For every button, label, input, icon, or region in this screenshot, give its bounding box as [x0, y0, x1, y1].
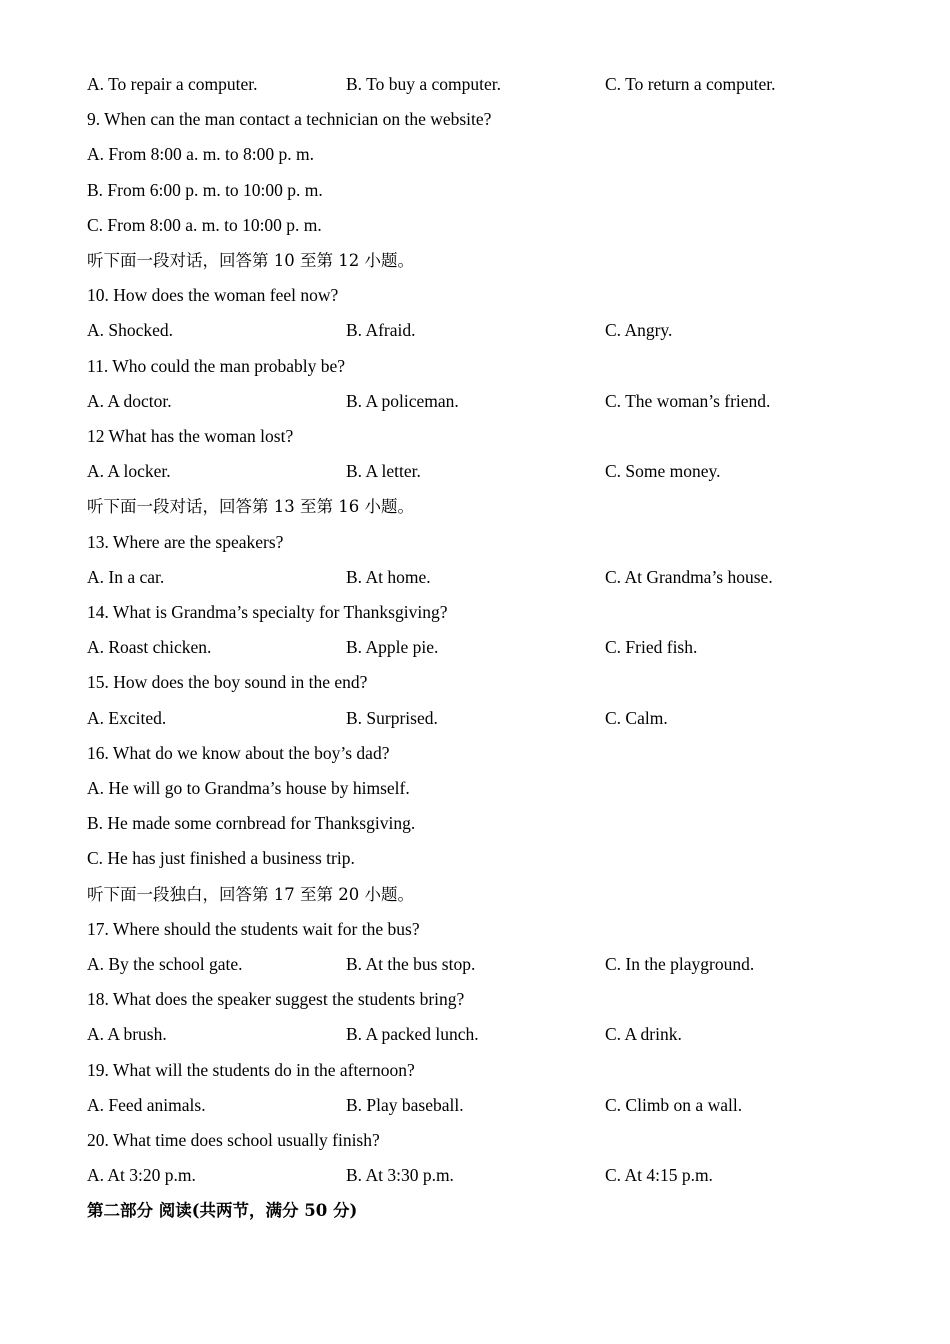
option-c: C. The woman’s friend.: [605, 390, 771, 411]
option-b: B. To buy a computer.: [346, 74, 501, 94]
question-text: 10. How does the woman feel now?: [87, 285, 339, 306]
option-a: A. By the school gate.: [87, 954, 243, 974]
question-text: 11. Who could the man probably be?: [87, 355, 346, 376]
answer-options-row: [87, 947, 887, 982]
question-line: [87, 736, 389, 771]
question-line: [87, 806, 415, 841]
answer-options-row: [87, 630, 887, 665]
option-b: B. At 3:30 p.m.: [346, 1165, 454, 1186]
question-text: 20. What time does school usually finish?: [87, 1130, 380, 1150]
section-instruction: [87, 877, 414, 912]
option-b: B. At the bus stop.: [346, 954, 476, 974]
option-a: A. Feed animals.: [87, 1094, 206, 1115]
instruction-text: 听下面一段独白，回答第 17 至第 20 小题。: [87, 884, 414, 904]
question-line: [87, 349, 345, 384]
option-c: C. At Grandma’s house.: [605, 566, 773, 587]
option-a: A. A locker.: [87, 461, 171, 482]
answer-options-row: [87, 560, 887, 595]
question-text: 13. Where are the speakers?: [87, 531, 284, 552]
question-line: [87, 665, 367, 700]
answer-options-row: [87, 67, 887, 102]
option-b: B. Play baseball.: [346, 1094, 464, 1115]
part-heading: [87, 1193, 357, 1228]
option-c: C. In the playground.: [605, 954, 755, 974]
option-b: B. Surprised.: [346, 707, 438, 728]
option-a: A. Roast chicken.: [87, 637, 212, 658]
option-a: A. At 3:20 p.m.: [87, 1165, 196, 1186]
option-c: C. Fried fish.: [605, 637, 698, 658]
option-c: C. Climb on a wall.: [605, 1094, 743, 1115]
question-text: A. From 8:00 a. m. to 8:00 p. m.: [87, 144, 315, 165]
heading-text: 第二部分 阅读(共两节，满分 50 分): [87, 1201, 358, 1221]
option-c: C. Angry.: [605, 320, 673, 341]
question-line: [87, 1053, 415, 1088]
answer-options-row: [87, 701, 887, 736]
question-text: B. From 6:00 p. m. to 10:00 p. m.: [87, 179, 323, 200]
option-b: B. A letter.: [346, 461, 421, 482]
section-instruction: [87, 243, 414, 278]
question-line: [87, 419, 293, 454]
option-b: B. Afraid.: [346, 320, 416, 341]
question-line: [87, 525, 283, 560]
question-line: [87, 841, 355, 876]
question-line: [87, 1123, 380, 1158]
instruction-text: 听下面一段对话，回答第 10 至第 12 小题。: [87, 251, 414, 270]
question-text: 17. Where should the students wait for the bus?: [87, 918, 420, 939]
option-c: C. Calm.: [605, 707, 668, 728]
question-line: [87, 208, 322, 243]
option-b: B. A policeman.: [346, 390, 459, 411]
question-text: A. He will go to Grandma’s house by himself.: [87, 778, 410, 798]
question-text: C. He has just finished a business trip.: [87, 848, 355, 869]
question-text: 9. When can the man contact a technician on the website?: [87, 109, 492, 130]
option-b: B. A packed lunch.: [346, 1024, 479, 1045]
question-text: 15. How does the boy sound in the end?: [87, 672, 368, 693]
option-b: B. At home.: [346, 566, 431, 587]
question-text: 14. What is Grandma’s specialty for Thanksgiving?: [87, 602, 448, 622]
instruction-text: 听下面一段对话，回答第 13 至第 16 小题。: [87, 497, 414, 517]
option-c: C. A drink.: [605, 1024, 682, 1045]
question-line: [87, 982, 464, 1017]
option-c: C. At 4:15 p.m.: [605, 1165, 713, 1186]
answer-options-row: [87, 1017, 887, 1052]
answer-options-row: [87, 1158, 887, 1193]
option-b: B. Apple pie.: [346, 637, 439, 658]
answer-options-row: [87, 1088, 887, 1123]
option-a: A. A doctor.: [87, 390, 172, 411]
question-line: [87, 278, 338, 313]
question-line: [87, 912, 420, 947]
option-a: A. A brush.: [87, 1024, 167, 1045]
option-a: A. Shocked.: [87, 320, 174, 341]
question-text: 12 What has the woman lost?: [87, 426, 294, 446]
question-text: C. From 8:00 a. m. to 10:00 p. m.: [87, 214, 322, 235]
answer-options-row: [87, 454, 887, 489]
option-c: C. To return a computer.: [605, 74, 776, 94]
answer-options-row: [87, 384, 887, 419]
option-a: A. To repair a computer.: [87, 74, 258, 94]
question-text: 19. What will the students do in the afternoon?: [87, 1059, 415, 1080]
section-instruction: [87, 489, 414, 524]
question-line: [87, 137, 314, 172]
question-line: [87, 102, 491, 137]
question-line: [87, 595, 447, 630]
question-text: B. He made some cornbread for Thanksgiving.: [87, 813, 416, 834]
option-a: A. In a car.: [87, 566, 165, 587]
question-line: [87, 771, 410, 806]
question-line: [87, 173, 323, 208]
question-text: 18. What does the speaker suggest the students bring?: [87, 989, 465, 1010]
option-a: A. Excited.: [87, 707, 167, 728]
option-c: C. Some money.: [605, 461, 721, 482]
question-text: 16. What do we know about the boy’s dad?: [87, 742, 390, 763]
answer-options-row: [87, 313, 887, 348]
